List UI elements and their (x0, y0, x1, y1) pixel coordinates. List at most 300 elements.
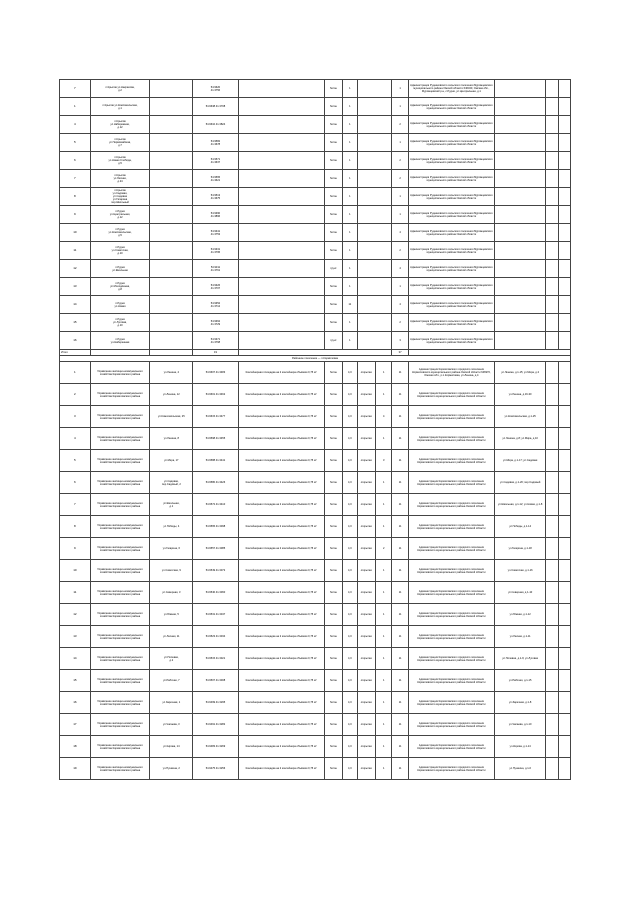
table-row (60, 406, 571, 428)
surface-cell: бетон (324, 296, 342, 314)
table-row (60, 206, 571, 224)
register-table (59, 79, 571, 780)
location-cell: ул.Северная, 3 (150, 582, 193, 604)
count-cell: 1 (392, 98, 408, 116)
empty-cell (546, 242, 558, 260)
table-row (60, 560, 571, 582)
empty-cell (150, 170, 193, 188)
location-cell: п.Крылов ул.Некрасова, д.2 (90, 80, 150, 98)
surface-cell: бетон (324, 714, 342, 736)
location-cell: ул.Ленина, 4 (150, 362, 193, 384)
coordinates-cell: 54.9572 41.3410 (193, 494, 238, 516)
owner-cell: Администрация Кормиловского городского поселения Кормиловского муниципального района Омской области (408, 582, 494, 604)
surface-cell: грунт (324, 332, 342, 350)
count-cell: 1 (343, 98, 357, 116)
surface-cell: бетон (324, 152, 342, 170)
empty-cell (238, 116, 324, 134)
description-cell: Контейнерная площадка на 2 контейнера объёмом 0,75 м³ (238, 758, 324, 780)
count-cell: 11 (392, 692, 408, 714)
table-row (60, 152, 571, 170)
table-row (60, 736, 571, 758)
count-cell: 1 (343, 278, 357, 296)
count-cell: 11 (392, 362, 408, 384)
empty-cell (546, 362, 558, 384)
row-number: 4 (60, 116, 91, 134)
owner-cell: Администрация Рудниковского сельского поселения Муромцевского муниципального района Омской области (408, 278, 494, 296)
description-cell: Контейнерная площадка на 2 контейнера объёмом 0,75 м³ (238, 626, 324, 648)
organization-cell: Управление жилищно-коммунального хозяйства Кормиловского района (90, 758, 150, 780)
area-cell: 4,0 (343, 626, 357, 648)
area-cell: 4,0 (343, 538, 357, 560)
type-cell: открытая (357, 758, 375, 780)
surface-cell: бетон (324, 428, 342, 450)
count-cell: 1 (343, 152, 357, 170)
empty-cell (558, 384, 570, 406)
row-number: 12 (60, 260, 91, 278)
count-cell: 2 (392, 242, 408, 260)
surface-cell: бетон (324, 494, 342, 516)
organization-cell: Управление жилищно-коммунального хозяйства Кормиловского района (90, 648, 150, 670)
empty-cell (546, 278, 558, 296)
empty-cell (546, 260, 558, 278)
empty-cell (238, 296, 324, 314)
empty-cell (558, 538, 570, 560)
area-cell: 4,0 (343, 736, 357, 758)
organization-cell: Управление жилищно-коммунального хозяйства Кормиловского района (90, 384, 150, 406)
coordinates-cell: 54.9615 41.3477 (193, 406, 238, 428)
empty-cell (558, 206, 570, 224)
organization-cell: Управление жилищно-коммунального хозяйства Кормиловского района (90, 692, 150, 714)
description-cell: Контейнерная площадка на 2 контейнера объёмом 0,75 м³ (238, 714, 324, 736)
empty-cell (150, 188, 193, 206)
table-row (60, 714, 571, 736)
location-cell: ул.Победы, 4 (150, 516, 193, 538)
count-cell: 1 (343, 170, 357, 188)
row-number: 14 (60, 648, 91, 670)
surface-cell: бетон (324, 116, 342, 134)
count-cell: 2 (392, 314, 408, 332)
empty-cell (495, 314, 546, 332)
part-a-rows (60, 80, 571, 350)
served-addresses-cell: ул.Чапаева, д.1-10 (495, 714, 546, 736)
surface-cell: бетон (324, 604, 342, 626)
served-addresses-cell: ул.Школьная, д.1-12; ул.Новая, д.1-8 (495, 494, 546, 516)
served-addresses-cell: ул.Кирова, д.1-14 (495, 736, 546, 758)
location-cell: ул.Чапаева, 3 (150, 714, 193, 736)
empty-cell (546, 626, 558, 648)
row-number: 7 (60, 494, 91, 516)
owner-cell: Администрация Кормиловского городского поселения Кормиловского муниципального района Омской области (408, 648, 494, 670)
count-cell: 11 (392, 472, 408, 494)
coordinates-cell: 54.9610 41.3824 (193, 116, 238, 134)
area-cell: 4,0 (343, 604, 357, 626)
type-cell: открытая (357, 604, 375, 626)
organization-cell: Управление жилищно-коммунального хозяйства Кормиловского района (90, 516, 150, 538)
location-cell: ул.Южная, 5 (150, 604, 193, 626)
empty-cell (150, 278, 193, 296)
location-cell: п.Рудня ул.Луговая, д.10 (90, 314, 150, 332)
count-cell: 11 (392, 538, 408, 560)
owner-cell: Администрация Кормиловского городского поселения Кормиловского муниципального района Омской области (408, 604, 494, 626)
empty-cell (558, 224, 570, 242)
served-addresses-cell: ул.Полевая, д.1-9; ул.Луговая (495, 648, 546, 670)
row-number: 15 (60, 314, 91, 332)
empty-cell (546, 98, 558, 116)
row-number: 1 (60, 362, 91, 384)
surface-cell: бетон (324, 538, 342, 560)
owner-cell: Администрация Рудниковского сельского поселения Муромцевского муниципального района Омской области (408, 260, 494, 278)
table-row (60, 332, 571, 350)
empty-cell (546, 758, 558, 780)
location-cell: п.Крылов ул.Комсомольская, д.1 (90, 98, 150, 116)
empty-cell (238, 314, 324, 332)
row-number: 17 (60, 714, 91, 736)
table-row (60, 626, 571, 648)
table-row (60, 260, 571, 278)
type-cell: открытая (357, 714, 375, 736)
area-cell: 4,0 (343, 406, 357, 428)
surface-cell: бетон (324, 206, 342, 224)
count-cell: 3 (376, 450, 392, 472)
table-row (60, 314, 571, 332)
count-cell: 11 (392, 736, 408, 758)
area-cell: 4,0 (343, 692, 357, 714)
table-row (60, 758, 571, 780)
surface-cell: бетон (324, 692, 342, 714)
empty-cell (495, 134, 546, 152)
empty-cell (558, 134, 570, 152)
empty-cell (238, 260, 324, 278)
organization-cell: Управление жилищно-коммунального хозяйства Кормиловского района (90, 582, 150, 604)
description-cell: Контейнерная площадка на 2 контейнера объёмом 0,75 м³ (238, 670, 324, 692)
empty-cell (495, 116, 546, 134)
count-cell: 1 (343, 224, 357, 242)
empty-cell (150, 134, 193, 152)
empty-cell (558, 406, 570, 428)
empty-cell (558, 604, 570, 626)
area-cell: 4,0 (343, 582, 357, 604)
empty-cell (357, 134, 392, 152)
row-number: 1 (60, 98, 91, 116)
count-cell: 1 (376, 692, 392, 714)
empty-cell (357, 206, 392, 224)
area-cell: 4,0 (343, 670, 357, 692)
owner-cell: Администрация Кормиловского городского поселения Кормиловского муниципального района Омской области (408, 450, 494, 472)
location-cell: ул.Кирова, 14 (150, 736, 193, 758)
count-cell: 4 (376, 406, 392, 428)
empty-cell (546, 116, 558, 134)
row-number: 11 (60, 242, 91, 260)
row-number: 14 (60, 296, 91, 314)
location-cell: п.Рудня ул.Комсомольская, д.5 (90, 224, 150, 242)
organization-cell: Управление жилищно-коммунального хозяйства Кормиловского района (90, 670, 150, 692)
organization-cell: Управление жилищно-коммунального хозяйства Кормиловского района (90, 450, 150, 472)
empty-cell (495, 242, 546, 260)
empty-cell (150, 80, 193, 98)
row-number: 16 (60, 692, 91, 714)
owner-cell: Администрация Кормиловского городского поселения Кормиловского муниципального района Омской области (408, 428, 494, 450)
count-cell: 1 (343, 260, 357, 278)
empty-cell (558, 278, 570, 296)
total-count-1: 19 (193, 350, 238, 356)
empty-cell (546, 134, 558, 152)
empty-cell (546, 736, 558, 758)
count-cell: 1 (376, 736, 392, 758)
empty-cell (546, 450, 558, 472)
count-cell: 1 (392, 278, 408, 296)
location-cell: ул.Советская, 9 (150, 560, 193, 582)
organization-cell: Управление жилищно-коммунального хозяйства Кормиловского района (90, 406, 150, 428)
surface-cell: бетон (324, 450, 342, 472)
row-number: 8 (60, 516, 91, 538)
surface-cell: грунт (324, 260, 342, 278)
empty-cell (495, 98, 546, 116)
description-cell: Контейнерная площадка на 2 контейнера объёмом 0,75 м³ (238, 736, 324, 758)
empty-cell (558, 152, 570, 170)
description-cell: Контейнерная площадка на 2 контейнера объёмом 0,75 м³ (238, 362, 324, 384)
count-cell: 11 (392, 604, 408, 626)
empty-cell (558, 260, 570, 278)
location-cell: п.Рудня ул.Новая (90, 296, 150, 314)
location-cell: п.Рудня ул.Набережная (90, 332, 150, 350)
area-cell: 4,0 (343, 384, 357, 406)
empty-cell (357, 242, 392, 260)
owner-cell: Администрация Кормиловского городского поселения Кормиловского муниципального района Омской области 646970, Омская обл., р.п.Кормиловка, ул.Ленина, д.4 (408, 362, 494, 384)
organization-cell: Управление жилищно-коммунального хозяйства Кормиловского района (90, 604, 150, 626)
coordinates-cell: 54.9331 41.3795 (193, 242, 238, 260)
empty-cell (357, 152, 392, 170)
count-cell: 1 (343, 314, 357, 332)
empty-cell (238, 242, 324, 260)
coordinates-cell: 54.9513 41.3675 (193, 188, 238, 206)
empty-cell (558, 648, 570, 670)
surface-cell: бетон (324, 362, 342, 384)
empty-cell (546, 384, 558, 406)
empty-cell (558, 428, 570, 450)
coordinates-cell: 54.9607 41.3483 (193, 362, 238, 384)
type-cell: открытая (357, 494, 375, 516)
surface-cell: бетон (324, 670, 342, 692)
served-addresses-cell: ул.Ленина, д.16-30 (495, 384, 546, 406)
empty-cell (495, 224, 546, 242)
type-cell: открытая (357, 736, 375, 758)
count-cell: 4 (392, 224, 408, 242)
surface-cell: бетон (324, 80, 342, 98)
table-row (60, 384, 571, 406)
location-cell: ул.Ленина, 12 (150, 384, 193, 406)
description-cell: Контейнерная площадка на 2 контейнера объёмом 0,75 м³ (238, 604, 324, 626)
count-cell: 2 (392, 152, 408, 170)
description-cell: Контейнерная площадка на 2 контейнера объёмом 0,75 м³ (238, 494, 324, 516)
row-number: 6 (60, 152, 91, 170)
served-addresses-cell: ул.Мира, д.1-17; ул.Садовая (495, 450, 546, 472)
count-cell: 11 (392, 560, 408, 582)
empty-cell (558, 714, 570, 736)
location-cell: ул.Садовая, пер.Садовый, 2 (150, 472, 193, 494)
empty-cell (546, 472, 558, 494)
table-row (60, 428, 571, 450)
area-cell: 4,0 (343, 560, 357, 582)
coordinates-cell: 54.9326 41.3707 (193, 278, 238, 296)
owner-cell: Администрация Кормиловского городского поселения Кормиловского муниципального района Омской области (408, 538, 494, 560)
surface-cell: бетон (324, 626, 342, 648)
owner-cell: Администрация Рудниковского сельского поселения Муромцевского муниципального района Омской области (408, 134, 494, 152)
type-cell: открытая (357, 538, 375, 560)
empty-cell (558, 494, 570, 516)
count-cell: 1 (392, 188, 408, 206)
row-number: 5 (60, 134, 91, 152)
empty-cell (558, 626, 570, 648)
owner-cell: Администрация Кормиловского городского поселения Кормиловского муниципального района Омской области (408, 758, 494, 780)
row-number: 15 (60, 670, 91, 692)
empty-cell (558, 188, 570, 206)
table-row (60, 538, 571, 560)
empty-cell (357, 98, 392, 116)
served-addresses-cell: ул.Лесная, д.1-11 (495, 626, 546, 648)
location-cell: п.Крылов ул.Первомайская, д.7 (90, 134, 150, 152)
empty-cell (357, 80, 392, 98)
empty-cell (238, 134, 324, 152)
empty-cell (150, 332, 193, 350)
count-cell: 1 (376, 362, 392, 384)
empty-cell (357, 260, 392, 278)
empty-cell (495, 170, 546, 188)
served-addresses-cell: ул.Садовая, д.1-20; пер.Садовый (495, 472, 546, 494)
location-cell: п.Рудня ул.Молодёжная, д.8 (90, 278, 150, 296)
coordinates-cell: 54.9531 41.3347 (193, 604, 238, 626)
count-cell: 1 (392, 80, 408, 98)
empty-cell (357, 278, 392, 296)
coordinates-cell: 54.9557 41.3385 (193, 538, 238, 560)
organization-cell: Управление жилищно-коммунального хозяйства Кормиловского района (90, 362, 150, 384)
location-cell: ул.Лесная, 11 (150, 626, 193, 648)
count-cell: 1 (392, 134, 408, 152)
surface-cell: бетон (324, 278, 342, 296)
area-cell: 4,0 (343, 428, 357, 450)
empty-cell (238, 188, 324, 206)
surface-cell: бетон (324, 758, 342, 780)
type-cell: открытая (357, 428, 375, 450)
served-addresses-cell: ул.Советская, д.1-16 (495, 560, 546, 582)
count-cell: 11 (343, 296, 357, 314)
surface-cell: бетон (324, 188, 342, 206)
empty-cell (558, 332, 570, 350)
surface-cell: бетон (324, 170, 342, 188)
location-cell: ул.Мира, 17 (150, 450, 193, 472)
coordinates-cell: 54.9588 41.3441 (193, 450, 238, 472)
empty-cell (546, 604, 558, 626)
area-cell: 4,0 (343, 648, 357, 670)
empty-cell (238, 98, 324, 116)
table-row (60, 670, 571, 692)
empty-cell (546, 80, 558, 98)
description-cell: Контейнерная площадка на 2 контейнера объёмом 0,75 м³ (238, 648, 324, 670)
type-cell: открытая (357, 450, 375, 472)
empty-cell (150, 152, 193, 170)
coordinates-cell: 54.9598 41.3455 (193, 428, 238, 450)
coordinates-cell: 54.9620 41.3756 (193, 80, 238, 98)
count-cell: 1 (376, 384, 392, 406)
count-cell: 1 (392, 206, 408, 224)
type-cell: открытая (357, 472, 375, 494)
location-cell: п.Рудня ул.Школьная (90, 260, 150, 278)
area-cell: 4,0 (343, 362, 357, 384)
location-cell: п.Крылов ул.Набережная, д.12 (90, 116, 150, 134)
coordinates-cell: 54.9515 41.3321 (193, 648, 238, 670)
empty-cell (238, 278, 324, 296)
count-cell: 1 (343, 134, 357, 152)
empty-cell (546, 152, 558, 170)
empty-cell (558, 450, 570, 472)
count-cell: 1 (376, 516, 392, 538)
surface-cell: бетон (324, 582, 342, 604)
location-cell: ул.Гагарина, 6 (150, 538, 193, 560)
empty-cell (546, 714, 558, 736)
table-row (60, 648, 571, 670)
count-cell: 1 (343, 332, 357, 350)
owner-cell: Администрация Рудниковского сельского поселения Муромцевского муниципального района Омской области (408, 206, 494, 224)
organization-cell: Управление жилищно-коммунального хозяйства Кормиловского района (90, 472, 150, 494)
coordinates-cell: 54.9601 41.3462 (193, 384, 238, 406)
empty-cell (495, 80, 546, 98)
count-cell: 1 (376, 428, 392, 450)
owner-cell: Администрация Рудниковского сельского поселения Муромцевского муниципального района Омской области (408, 170, 494, 188)
type-cell: открытая (357, 582, 375, 604)
organization-cell: Управление жилищно-коммунального хозяйства Кормиловского района (90, 736, 150, 758)
organization-cell: Управление жилищно-коммунального хозяйства Кормиловского района (90, 626, 150, 648)
table-row (60, 450, 571, 472)
row-number: 6 (60, 472, 91, 494)
location-cell: п.Крылов ул.Новая Слобода, д.5 (90, 152, 150, 170)
count-cell: 1 (343, 80, 357, 98)
empty-cell (546, 692, 558, 714)
table-row (60, 278, 571, 296)
empty-cell (546, 332, 558, 350)
description-cell: Контейнерная площадка на 2 контейнера объёмом 0,75 м³ (238, 692, 324, 714)
row-number: 13 (60, 278, 91, 296)
location-cell: ул.Ленина, 8 (150, 428, 193, 450)
empty-cell (546, 670, 558, 692)
empty-cell (238, 152, 324, 170)
location-cell: п.Рудня ул.Советская, д.10 (90, 242, 150, 260)
owner-cell: Администрация Кормиловского городского поселения Кормиловского муниципального района Омской области (408, 384, 494, 406)
organization-cell: Управление жилищно-коммунального хозяйства Кормиловского района (90, 714, 150, 736)
row-number: 18 (60, 736, 91, 758)
table-row (60, 604, 571, 626)
type-cell: открытая (357, 406, 375, 428)
empty-cell (558, 170, 570, 188)
empty-cell (357, 314, 392, 332)
count-cell: 1 (343, 206, 357, 224)
empty-cell (558, 242, 570, 260)
description-cell: Контейнерная площадка на 2 контейнера объёмом 0,75 м³ (238, 582, 324, 604)
empty-cell (495, 278, 546, 296)
empty-cell (558, 758, 570, 780)
empty-cell (558, 670, 570, 692)
empty-cell (495, 296, 546, 314)
empty-cell (546, 516, 558, 538)
empty-cell (546, 188, 558, 206)
empty-cell (558, 582, 570, 604)
description-cell: Контейнерная площадка на 2 контейнера объёмом 0,75 м³ (238, 516, 324, 538)
empty-cell (546, 648, 558, 670)
count-cell: 1 (343, 116, 357, 134)
table-row (60, 296, 571, 314)
count-cell: 3 (392, 332, 408, 350)
served-addresses-cell: ул.Южная, д.1-12 (495, 604, 546, 626)
table-row (60, 516, 571, 538)
owner-cell: Администрация Кормиловского городского поселения Кормиловского муниципального района Омской области (408, 560, 494, 582)
